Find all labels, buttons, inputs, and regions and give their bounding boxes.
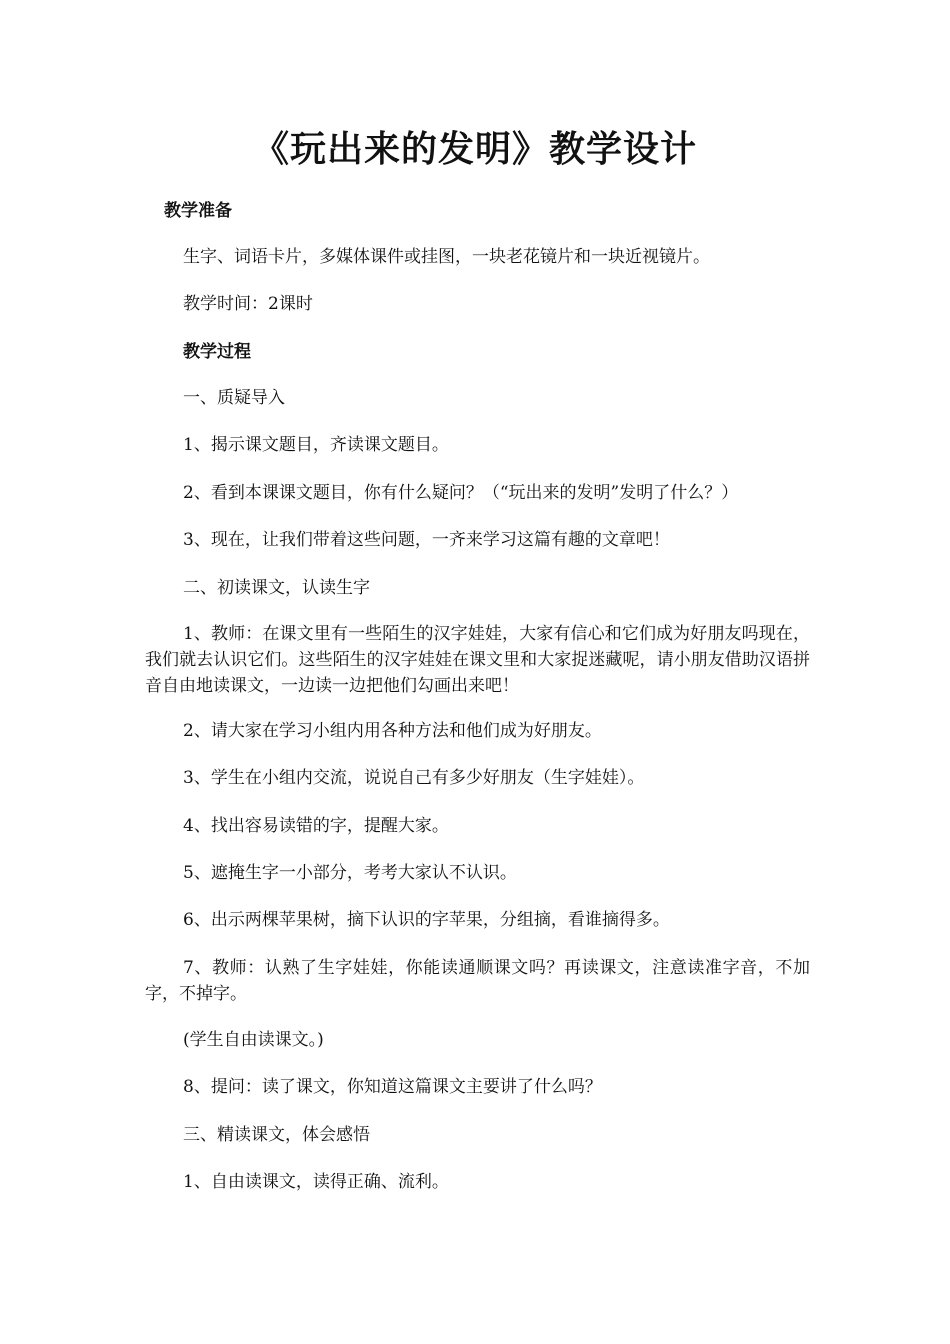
part1-heading: 一、质疑导入 (183, 388, 285, 408)
prep-text: 生字、词语卡片，多媒体课件或挂图，一块老花镜片和一块近视镜片。 (183, 247, 710, 267)
part2-item-6: 6、出示两棵苹果树，摘下认识的字苹果，分组摘，看谁摘得多。 (183, 910, 670, 930)
document-title: 《玩出来的发明》教学设计 (252, 129, 697, 170)
part2-item-2: 2、请大家在学习小组内用各种方法和他们成为好朋友。 (183, 721, 602, 741)
part3-heading: 三、精读课文，体会感悟 (183, 1125, 370, 1145)
part2-item-1: 1、教师：在课文里有一些陌生的汉字娃娃，大家有信心和它们成为好朋友吗现在，我们就去认识它们。这些陌生的汉字娃娃在课文里和大家捉迷藏呢，请小朋友借助汉语拼音自由地读课文，一边读一边把他们勾画出来吧！ (145, 624, 810, 696)
prep-heading: 教学准备 (164, 201, 232, 221)
part2-item-3: 3、学生在小组内交流，说说自己有多少好朋友（生字娃娃）。 (183, 768, 645, 788)
time-text: 教学时间：2课时 (183, 294, 313, 314)
part2-heading: 二、初读课文，认读生字 (183, 578, 370, 598)
part2-note: (学生自由读课文。) (183, 1030, 324, 1050)
part2-item-7: 7、教师：认熟了生字娃娃，你能读通顺课文吗？再读课文，注意读准字音，不加字，不掉字。 (145, 958, 810, 1004)
part1-item-2: 2、看到本课课文题目，你有什么疑问？（“玩出来的发明”发明了什么？） (183, 483, 739, 503)
part2-item-8: 8、提问：读了课文，你知道这篇课文主要讲了什么吗？ (183, 1077, 602, 1097)
process-heading: 教学过程 (183, 342, 251, 362)
part2-item-4: 4、找出容易读错的字，提醒大家。 (183, 816, 449, 836)
part1-item-3: 3、现在，让我们带着这些问题，一齐来学习这篇有趣的文章吧！ (183, 530, 670, 550)
part3-item-1: 1、自由读课文，读得正确、流利。 (183, 1172, 449, 1192)
part2-item-5: 5、遮掩生字一小部分，考考大家认不认识。 (183, 863, 517, 883)
part1-item-1: 1、揭示课文题目，齐读课文题目。 (183, 435, 449, 455)
